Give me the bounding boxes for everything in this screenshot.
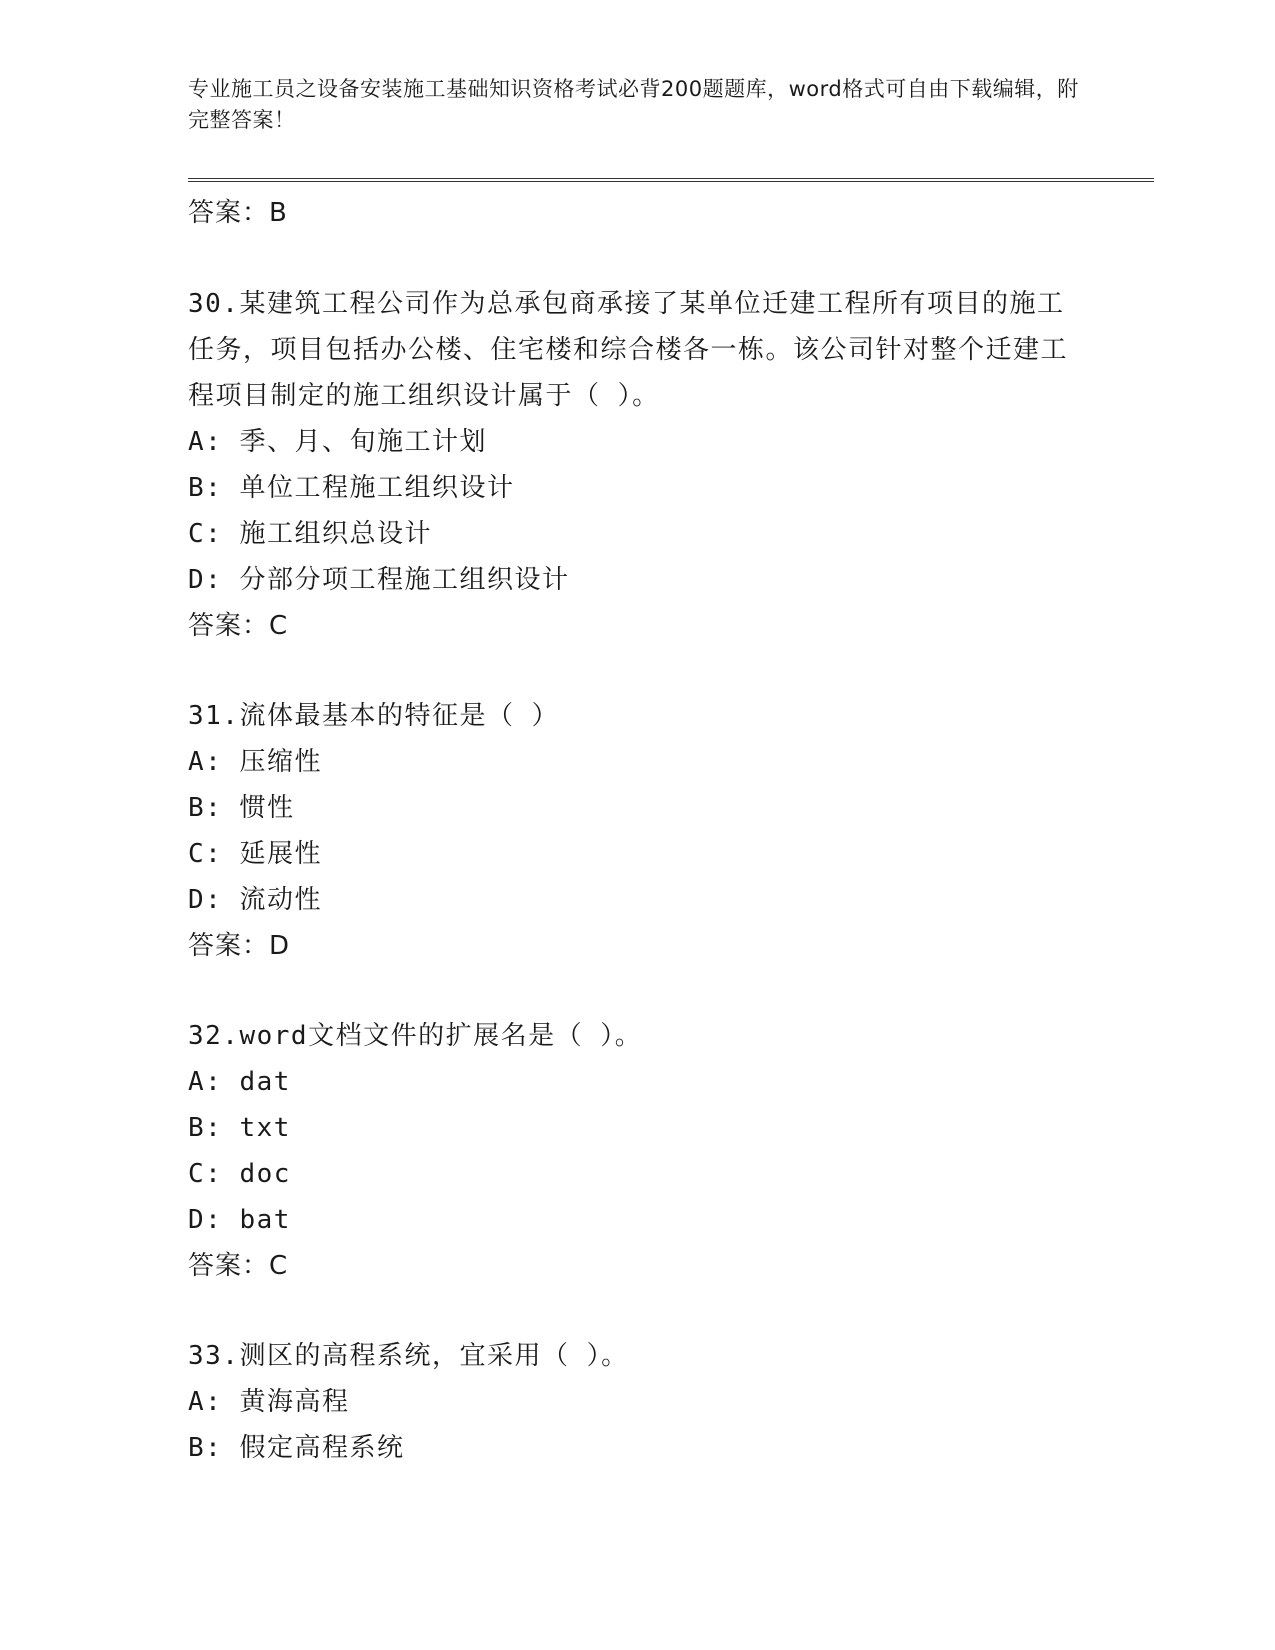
option-c: C: 施工组织总设计 xyxy=(188,519,432,549)
answer-line: 答案：B xyxy=(188,198,288,228)
option-a: A: dat xyxy=(188,1067,291,1097)
option-c: C: doc xyxy=(188,1159,291,1189)
option-a: A: 压缩性 xyxy=(188,747,322,777)
document-body xyxy=(188,190,1088,1471)
question-text: 33.测区的高程系统，宜采用（ ）。 xyxy=(188,1341,629,1371)
option-b: B: 惯性 xyxy=(188,793,295,823)
question-text: 31.流体最基本的特征是（ ） xyxy=(188,701,560,731)
header-title: 专业施工员之设备安装施工基础知识资格考试必背200题题库，word格式可自由下载编辑，附完整答案！ xyxy=(188,77,1079,132)
header-divider xyxy=(188,178,1154,182)
option-b: B: txt xyxy=(188,1113,291,1143)
option-a: A: 季、月、旬施工计划 xyxy=(188,427,487,457)
question-33 xyxy=(188,1333,1088,1471)
question-32 xyxy=(188,1013,1088,1289)
answer-line: 答案：C xyxy=(188,1251,289,1281)
question-31 xyxy=(188,693,1088,969)
option-d: D: 流动性 xyxy=(188,885,322,915)
option-d: D: 分部分项工程施工组织设计 xyxy=(188,565,570,595)
option-b: B: 假定高程系统 xyxy=(188,1433,405,1463)
option-b: B: 单位工程施工组织设计 xyxy=(188,473,515,503)
question-text: 30.某建筑工程公司作为总承包商承接了某单位迁建工程所有项目的施工任务，项目包括办公楼、住宅楼和综合楼各一栋。该公司针对整个迁建工程项目制定的施工组织设计属于（ ）。 xyxy=(188,289,1069,411)
page-header xyxy=(188,74,1088,136)
option-d: D: bat xyxy=(188,1205,291,1235)
answer-line: 答案：C xyxy=(188,611,289,641)
question-30 xyxy=(188,281,1088,649)
option-c: C: 延展性 xyxy=(188,839,322,869)
answer-line: 答案：D xyxy=(188,931,291,961)
question-text: 32.word文档文件的扩展名是（ ）。 xyxy=(188,1021,643,1051)
option-a: A: 黄海高程 xyxy=(188,1387,350,1417)
